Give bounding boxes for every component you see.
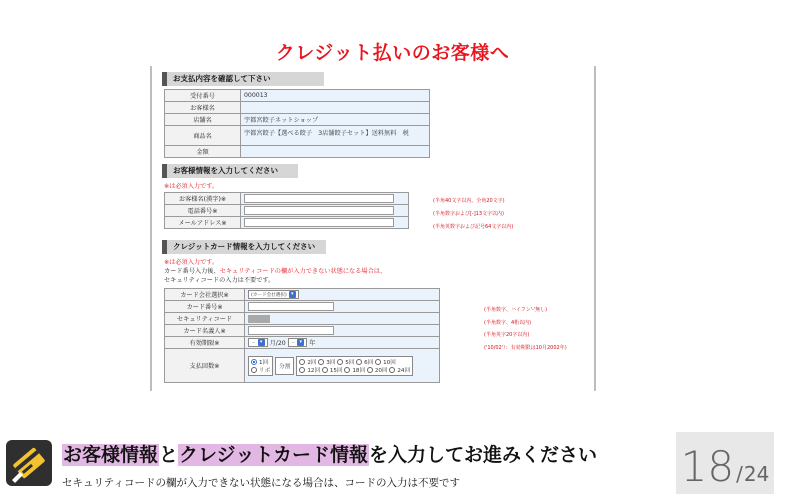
card-number-input[interactable]: [248, 302, 334, 311]
radio-20[interactable]: 20回: [367, 368, 388, 374]
security-hint: (半角数字、4桁以内): [484, 320, 532, 326]
card-table: [164, 288, 440, 383]
holder-hint: (半角英字20字以内): [484, 332, 530, 338]
radio-12[interactable]: 12回: [299, 368, 320, 374]
store-name-value: 宇都宮餃子ネットショップ: [241, 114, 430, 126]
expiry-year-select[interactable]: － ▾: [288, 338, 308, 347]
table-row: [165, 193, 409, 205]
card-instruction-2: セキュリティコードの入力は不要です。: [164, 277, 275, 284]
customer-name-value: [241, 102, 430, 114]
radio-24[interactable]: 24回: [389, 368, 410, 374]
phone-label: 電話番号※: [165, 205, 241, 217]
current-page: 18: [680, 442, 735, 491]
required-note: ※は必須入力です。: [164, 259, 219, 266]
security-code-label: セキュリティコード: [165, 313, 245, 325]
card-number-label: カード番号※: [165, 301, 245, 313]
caption-subtitle: セキュリティコードの欄が入力できない状態になる場合は、コードの入力は不要です: [62, 477, 460, 489]
customer-name-label: お客様名(漢字)※: [165, 193, 241, 205]
table-row: [165, 114, 430, 126]
split-label: 分割: [275, 357, 294, 375]
section-heading-payment: お支払内容を確認して下さい: [162, 72, 324, 86]
radio-6[interactable]: 6回: [356, 360, 373, 366]
chevron-down-icon: ▾: [297, 339, 304, 346]
email-input[interactable]: [244, 218, 394, 227]
table-row: [165, 90, 430, 102]
email-hint: (半角英数字および記号64文字以内): [433, 224, 514, 230]
radio-once[interactable]: 1回: [251, 358, 270, 366]
table-row: [165, 289, 440, 301]
radio-18[interactable]: 18回: [344, 368, 365, 374]
customer-name-input[interactable]: [244, 194, 394, 203]
slide-title: クレジット払いのお客様へ: [275, 42, 510, 64]
receipt-number-value: 000013: [241, 90, 430, 102]
card-company-select[interactable]: (カード会社選択) ▾: [248, 290, 299, 299]
table-row: [165, 349, 440, 383]
radio-15[interactable]: 15回: [322, 368, 343, 374]
radio-2[interactable]: 2回: [299, 360, 316, 366]
table-row: [165, 325, 440, 337]
amount-value: [241, 146, 430, 158]
radio-5[interactable]: 5回: [337, 360, 354, 366]
card-instruction: カード番号入力後、セキュリティコードの欄が入力できない状態になる場合は、: [164, 268, 387, 275]
table-row: [165, 205, 409, 217]
row-label: 店舗名: [165, 114, 241, 126]
page-indicator: [676, 432, 774, 494]
caption-title: お客様情報とクレジットカード情報を入力してお進みください: [63, 444, 598, 466]
chevron-down-icon: ▾: [258, 339, 265, 346]
table-row: [165, 313, 440, 325]
table-row: [165, 337, 440, 349]
security-code-input[interactable]: [248, 315, 270, 323]
payment-type-group: [248, 356, 273, 376]
row-label: お客様名: [165, 102, 241, 114]
product-name-value: 宇都宮餃子【選べる餃子 3店舗餃子セット】送料無料 税: [241, 126, 430, 146]
expiry-hint: ('10/02'）：有効期限は10月2002年): [484, 345, 567, 351]
row-label: 商品名: [165, 126, 241, 146]
name-hint: (半角40文字以内、全角20文字): [433, 198, 505, 204]
card-holder-label: カード名義人※: [165, 325, 245, 337]
payment-form-screenshot: [150, 66, 596, 391]
expiry-month-select[interactable]: － ▾: [248, 338, 268, 347]
payment-table: [164, 89, 430, 158]
total-pages: 24: [743, 462, 770, 486]
radio-3[interactable]: 3回: [318, 360, 335, 366]
card-company-label: カード会社選択※: [165, 289, 245, 301]
phone-input[interactable]: [244, 206, 394, 215]
radio-revolving[interactable]: リボ: [251, 366, 270, 374]
row-label: 金額: [165, 146, 241, 158]
installment-options: [296, 356, 413, 376]
phone-hint: (半角数字および[-]13文字以内): [433, 211, 504, 217]
installments-label: 支払回数※: [165, 349, 245, 383]
table-row: [165, 126, 430, 146]
section-heading-card: クレジットカード情報を入力してください: [162, 240, 326, 254]
table-row: [165, 102, 430, 114]
year-unit: 年: [309, 339, 316, 347]
chevron-down-icon: ▾: [289, 291, 296, 298]
expiry-label: 有効期限※: [165, 337, 245, 349]
section-heading-customer: お客様情報を入力してください: [162, 164, 298, 178]
table-row: [165, 217, 409, 229]
card-number-hint: (半角数字、ハイフン'-'無し): [484, 307, 548, 313]
table-row: [165, 146, 430, 158]
card-holder-input[interactable]: [248, 326, 334, 335]
credit-card-pen-icon: [6, 440, 52, 486]
month-unit: 月/20: [269, 339, 286, 347]
customer-table: [164, 192, 409, 229]
row-label: 受付番号: [165, 90, 241, 102]
required-note: ※は必須入力です。: [164, 183, 219, 190]
table-row: [165, 301, 440, 313]
email-label: メールアドレス※: [165, 217, 241, 229]
radio-10[interactable]: 10回: [375, 360, 396, 366]
page-separator: /: [736, 462, 743, 486]
